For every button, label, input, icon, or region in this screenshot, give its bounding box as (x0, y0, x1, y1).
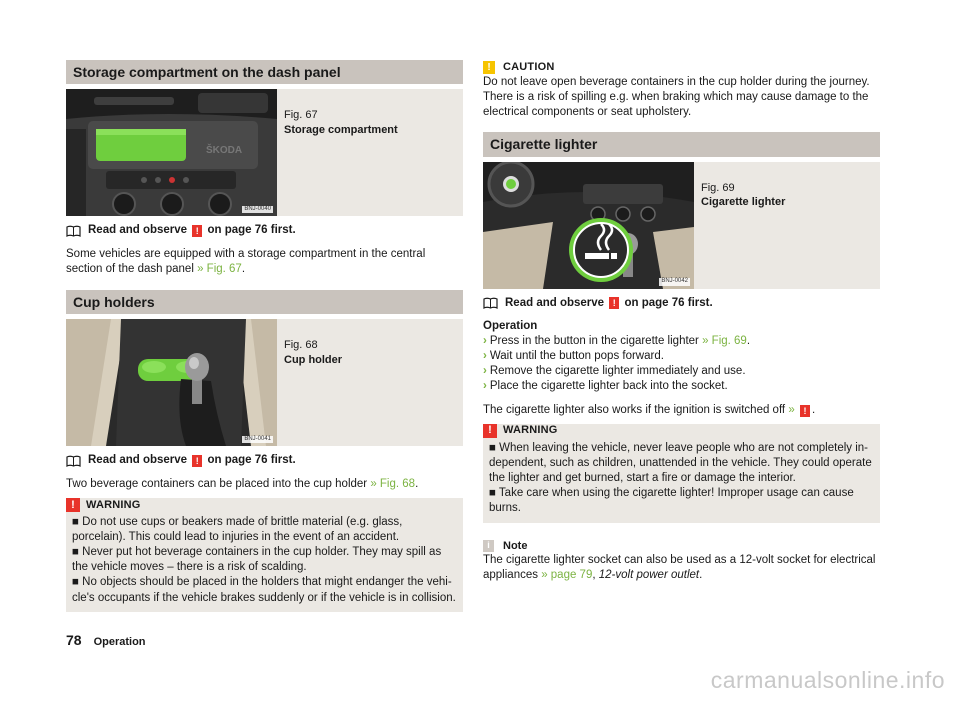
read-observe-line (66, 223, 463, 238)
warning-mark-icon: ! (609, 297, 619, 309)
warning-header (483, 424, 880, 438)
caution-icon: ! (483, 61, 495, 74)
caution-text: Do not leave open beverage containers in the cup holder during the journey. There is a risk of spilling e.g. when braking which may cause damage to the electrical components or seat upholstery. (483, 75, 870, 118)
chevron-icon: › (483, 380, 487, 393)
chevron-icon: › (483, 350, 487, 363)
warning-title: WARNING (86, 498, 141, 511)
page-number: 78 (66, 632, 82, 648)
warning-body (66, 512, 463, 606)
right-column (483, 60, 880, 583)
note-title: Note (503, 539, 528, 552)
warning-mark-icon: ! (800, 405, 810, 417)
storage-paragraph (66, 247, 463, 277)
warning-box-cup-holders (66, 498, 463, 612)
section-heading-cup-holders: Cup holders (66, 290, 463, 314)
storage-compartment-image (66, 89, 277, 216)
ignition-paragraph: The cigarette lighter also works if the ignition is switched off » ! . (483, 403, 816, 416)
step-item: › Place the cigarette lighter back into the socket. (483, 380, 728, 393)
chevron-icon: › (483, 365, 487, 378)
read-observe-line (66, 453, 463, 468)
figure-code: BNJ-0042 (661, 277, 688, 284)
fig-68-link[interactable]: » Fig. 68 (370, 477, 416, 490)
read-observe-line (483, 296, 880, 311)
figure-number: Fig. 68 (284, 339, 318, 352)
operation-steps (483, 319, 880, 395)
warning-item: ■ When leaving the vehicle, never leave people who are not completely in-dependent, such as children, unattended in the vehicle. They could operate the lighter and get burned, start a fire or damage the interior. (489, 441, 872, 485)
warning-icon: ! (483, 424, 497, 438)
step-item: › Press in the button in the cigarette lighter » Fig. 69. (483, 334, 751, 347)
ref-text-post: on page 76 first. (624, 296, 713, 309)
cup-holder-image (66, 319, 277, 446)
figure-caption (277, 89, 398, 216)
figure-number: Fig. 69 (701, 181, 735, 194)
warning-box-lighter (483, 424, 880, 523)
chevron-icon: › (483, 334, 487, 347)
section-heading-cigarette-lighter: Cigarette lighter (483, 132, 880, 156)
note-icon: i (483, 540, 494, 552)
section-heading-storage: Storage compartment on the dash panel (66, 60, 463, 84)
ref-text-pre: Read and observe (88, 454, 188, 467)
ref-text-pre: Read and observe (505, 296, 605, 309)
warning-item: ■ Take care when using the cigarette lighter! Improper usage can cause burns. (489, 487, 854, 515)
note-italic: 12-volt power outlet (598, 569, 700, 582)
book-icon (66, 225, 81, 237)
figure-code: BNJ-0040 (244, 205, 271, 212)
left-column (66, 60, 463, 612)
fig-67-link[interactable]: » Fig. 67 (197, 262, 242, 275)
figure-title: Cup holder (284, 353, 343, 366)
warning-title: WARNING (503, 424, 558, 437)
book-icon (66, 455, 81, 467)
ref-text-post: on page 76 first. (207, 224, 296, 237)
warning-icon: ! (66, 498, 80, 512)
figure-67 (66, 89, 463, 216)
warning-mark-icon: ! (192, 455, 202, 467)
step-item: › Remove the cigarette lighter immediately and use. (483, 365, 746, 378)
warning-item: ■ No objects should be placed in the holders that might endanger the vehi-cle's occupants if the vehicle brakes suddenly or if the vehicle is in collision. (72, 576, 456, 604)
para-text: Two beverage containers can be placed into the cup holder (66, 477, 371, 490)
warning-item: ■ Never put hot beverage containers in the cup holder. They may spill as the vehicle moves – there is a risk of scalding. (72, 546, 442, 574)
warning-item: ■ Do not use cups or beakers made of brittle material (e.g. glass, porcelain). This could lead to injuries in the event of an accident. (72, 515, 403, 543)
figure-title: Storage compartment (284, 123, 398, 136)
figure-number: Fig. 67 (284, 109, 318, 122)
cup-holder-paragraph (66, 477, 463, 492)
ref-text-post: on page 76 first. (207, 454, 296, 467)
figure-title: Cigarette lighter (701, 196, 786, 209)
warning-mark-icon: ! (192, 225, 202, 237)
para-end: . (241, 262, 246, 275)
svg-text:ŠKODA: ŠKODA (206, 145, 243, 157)
watermark: carmanualsonline.info (710, 666, 945, 693)
para-end: . (415, 477, 419, 490)
caution-title: CAUTION (503, 61, 555, 73)
page-footer (66, 631, 146, 650)
figure-caption (277, 319, 342, 446)
para-text: Some vehicles are equipped with a storage compartment in the central section of the dash panel (66, 247, 426, 275)
caution-header (483, 60, 880, 75)
note-text: The cigarette lighter socket can also be used as a 12-volt socket for electrical appliances » page 79, 12-volt power outlet. (483, 554, 876, 582)
warning-link[interactable]: » (788, 403, 795, 416)
step-item: › Wait until the button pops forward. (483, 350, 664, 363)
warning-body (483, 438, 880, 517)
figure-caption (694, 162, 785, 289)
book-icon (483, 297, 498, 309)
operation-label: Operation (483, 319, 538, 332)
fig-69-link[interactable]: » Fig. 69 (702, 334, 747, 347)
warning-header (66, 498, 463, 512)
ref-text-pre: Read and observe (88, 224, 188, 237)
page-79-link[interactable]: » page 79 (541, 569, 593, 582)
cigarette-lighter-image (483, 162, 694, 289)
figure-68 (66, 319, 463, 446)
footer-label: Operation (93, 636, 146, 648)
figure-code: BNJ-0041 (244, 435, 271, 442)
note-header (483, 539, 880, 554)
figure-69 (483, 162, 880, 289)
